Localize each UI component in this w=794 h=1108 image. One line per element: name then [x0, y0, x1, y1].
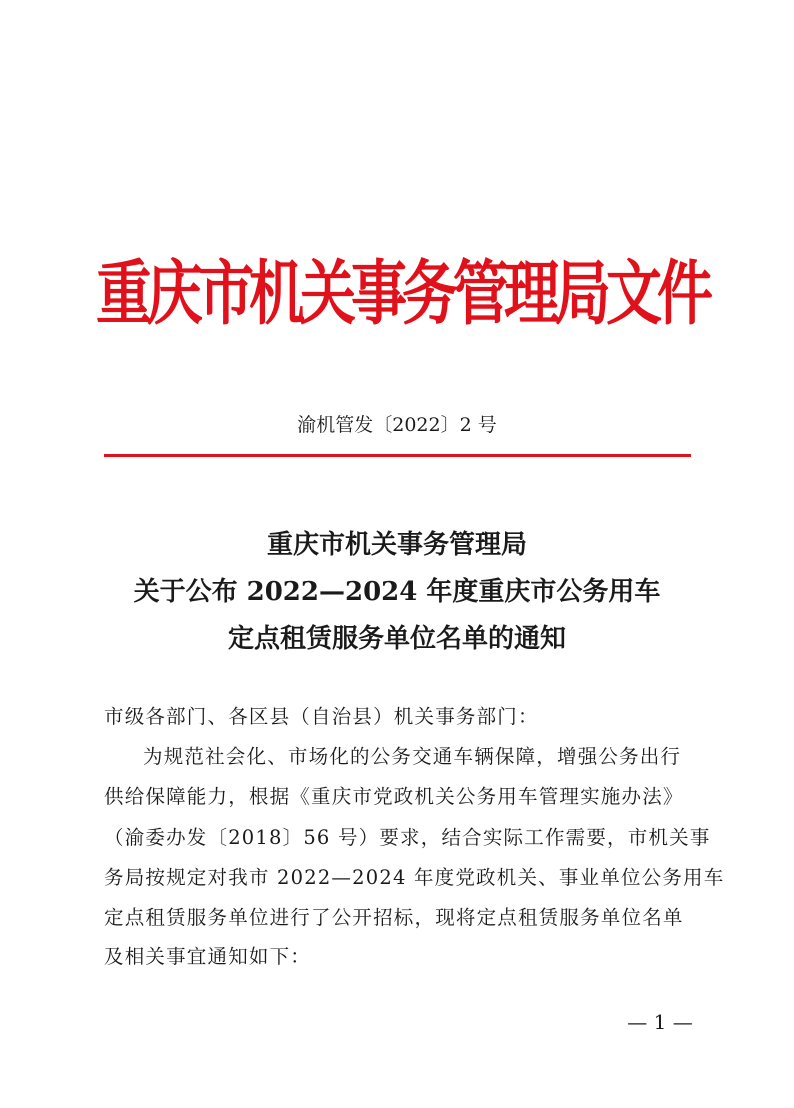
body-line-5: 定点租赁服务单位进行了公开招标，现将定点租赁服务单位名单: [104, 906, 684, 929]
body-line-4: 务局按规定对我市 2022—2024 年度党政机关、事业单位公务用车: [104, 866, 725, 889]
notice-title-line-2: 关于公布 2022—2024 年度重庆市公务用车: [133, 577, 661, 607]
body-line-1: 为规范社会化、市场化的公务交通车辆保障，增强公务出行: [143, 745, 682, 768]
notice-title-line-1: 重庆市机关事务管理局: [266, 530, 527, 560]
body-line-2: 供给保障能力，根据《重庆市党政机关公务用车管理实施办法》: [104, 785, 684, 808]
body-line-3: （渝委办发〔2018〕56 号）要求，结合实际工作需要，市机关事: [104, 826, 711, 849]
salutation: 市级各部门、各区县（自治县）机关事务部门：: [104, 705, 539, 728]
red-divider-line: [104, 454, 691, 457]
notice-title-line-3: 定点租赁服务单位名单的通知: [227, 624, 566, 654]
body-line-6: 及相关事宜通知如下：: [104, 945, 312, 968]
document-header-title: 重庆市机关事务管理局文件: [96, 253, 708, 335]
page-number: — 1 —: [627, 1010, 693, 1034]
document-number: 渝机管发〔2022〕2 号: [297, 414, 497, 436]
